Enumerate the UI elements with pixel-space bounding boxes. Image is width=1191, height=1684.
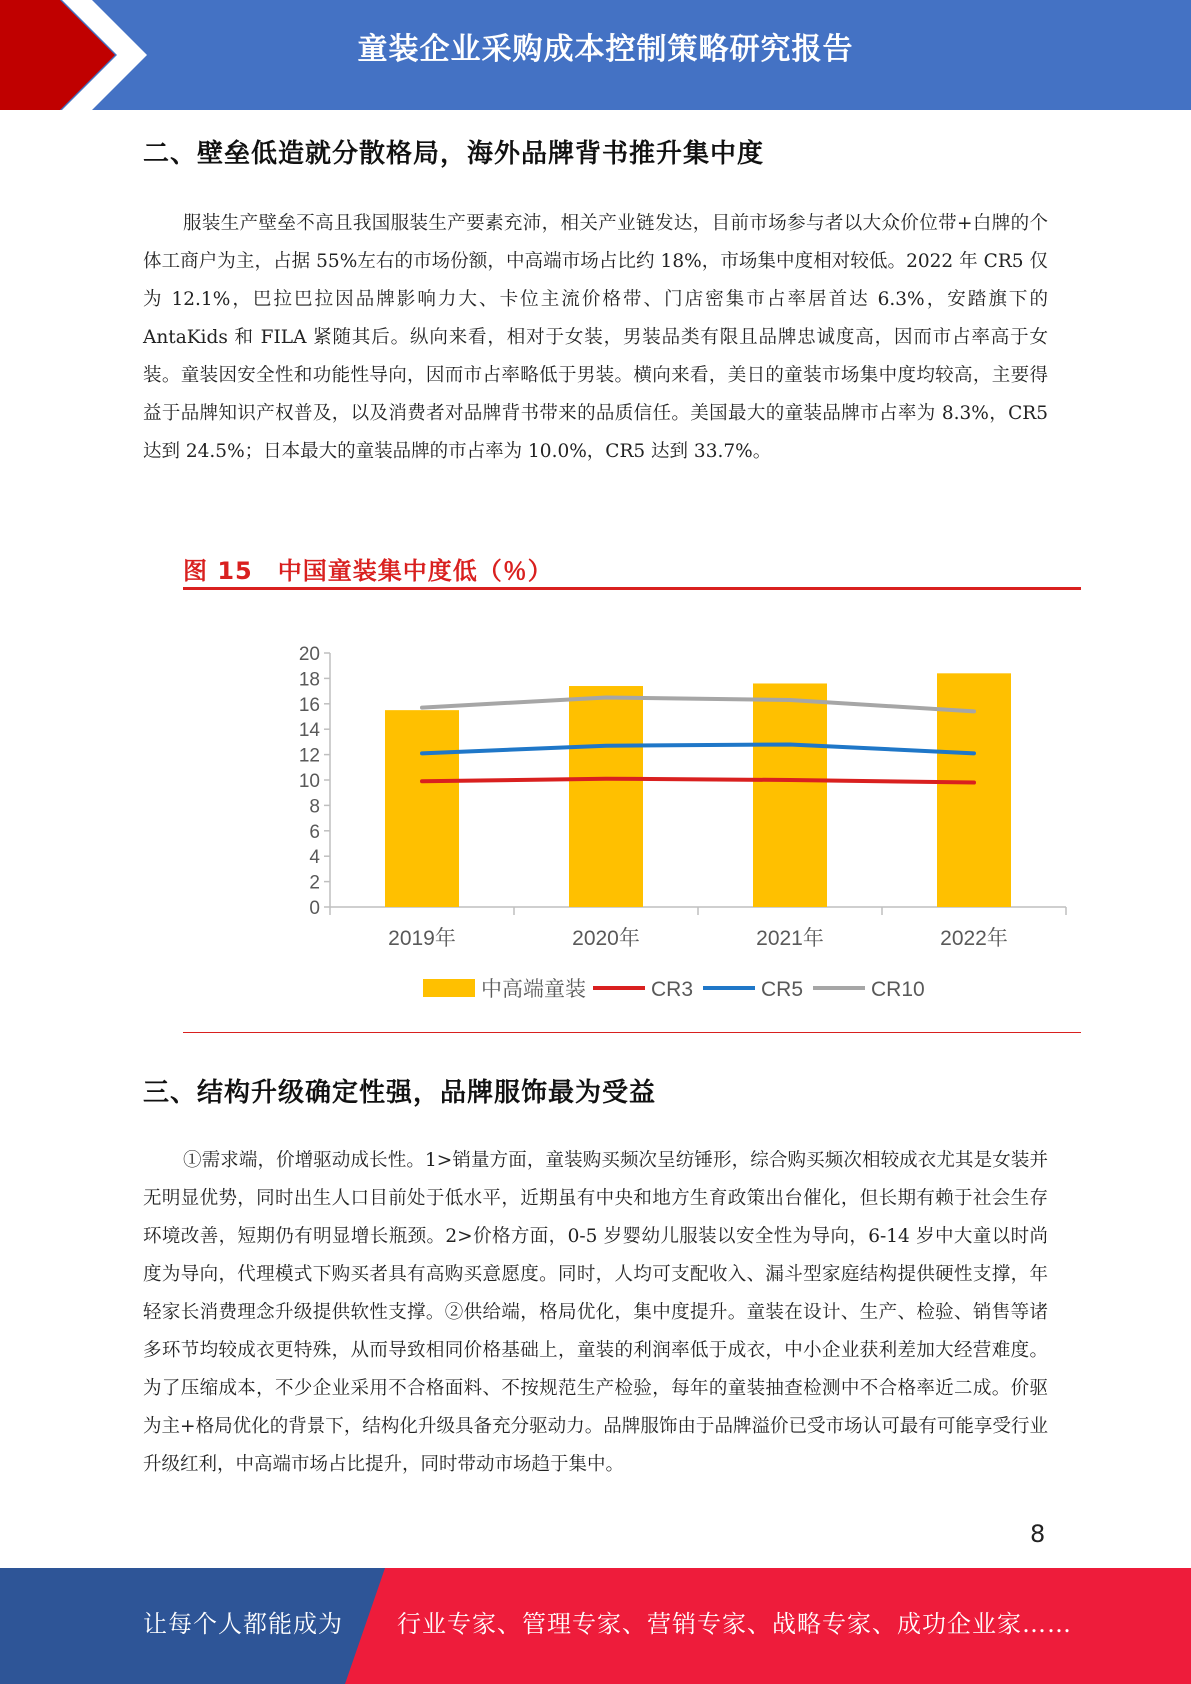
figure-top-rule	[183, 587, 1081, 590]
y-tick-label: 4	[309, 847, 320, 869]
page-header	[0, 0, 1191, 110]
x-tick-label: 2019年	[388, 927, 456, 950]
line-cr10	[422, 697, 974, 711]
section-2-paragraph: 服装生产壁垒不高且我国服装生产要素充沛，相关产业链发达，目前市场参与者以大众价位带+白牌的个体工商户为主，占据 55%左右的市场份额，中高端市场占比约 18%，市场集中度相对较低。2022 年 CR5 仅为 12.1%，巴拉巴拉因品牌影响力大、卡位主流价格带、门店密集市占率居首达 6.3%，安踏旗下的 AntaKids 和 FILA 紧随其后。纵向来看，相对于女装，男装品类有限且品牌忠诚度高，因而市占率高于女装。童装因安全性和功能性导向，因而市占率略低于男装。横向来看，美日的童装市场集中度均较高，主要得益于品牌知识产权普及，以及消费者对品牌背书带来的品质信任。美国最大的童装品牌市占率为 8.3%，CR5 达到 24.5%；日本最大的童装品牌的市占率为 10.0%，CR5 达到 33.7%。	[143, 213, 1048, 462]
legend-label: CR10	[871, 978, 925, 1001]
legend-label: 中高端童装	[481, 978, 586, 1001]
figure-title: 图 15 中国童装集中度低（％）	[183, 557, 553, 585]
y-tick-label: 16	[298, 694, 320, 716]
bar-mid-high-end	[569, 686, 643, 907]
section-3-paragraph: ①需求端，价增驱动成长性。1>销量方面，童装购买频次呈纺锤形，综合购买频次相较成衣尤其是女装并无明显优势，同时出生人口目前处于低水平，近期虽有中央和地方生育政策出台催化，但长期有赖于社会生存环境改善，短期仍有明显增长瓶颈。2>价格方面，0-5 岁婴幼儿服装以安全性为导向，6-14 岁中大童以时尚度为导向，代理模式下购买者具有高购买意愿度。同时，人均可支配收入、漏斗型家庭结构提供硬性支撑，年轻家长消费理念升级提供软性支撑。②供给端，格局优化，集中度提升。童装在设计、生产、检验、销售等诸多环节均较成衣更特殊，从而导致相同价格基础上，童装的利润率低于成衣，中小企业获利差加大经营难度。为了压缩成本，不少企业采用不合格面料、不按规范生产检验，每年的童装抽查检测中不合格率近二成。价驱为主+格局优化的背景下，结构化升级具备充分驱动力。品牌服饰由于品牌溢价已受市场认可最有可能享受行业升级红利，中高端市场占比提升，同时带动市场趋于集中。	[143, 1150, 1048, 1475]
x-tick-label: 2021年	[756, 927, 824, 950]
footer-slogan-right: 行业专家、管理专家、营销专家、战略专家、成功企业家……	[397, 1610, 1072, 1638]
line-cr3	[422, 779, 974, 783]
concentration-chart	[183, 595, 1081, 1025]
report-title: 童装企业采购成本控制策略研究报告	[357, 32, 854, 67]
x-tick-label: 2020年	[572, 927, 640, 950]
y-tick-label: 2	[309, 872, 320, 894]
legend-label: CR5	[761, 978, 804, 1001]
bar-mid-high-end	[753, 683, 827, 907]
y-tick-label: 14	[298, 720, 320, 742]
y-tick-label: 12	[298, 745, 320, 767]
bar-mid-high-end	[385, 710, 459, 907]
y-tick-label: 10	[298, 771, 320, 792]
section-heading-3: 三、结构升级确定性强，品牌服饰最为受益	[143, 1078, 657, 1108]
legend-swatch-bar	[423, 979, 475, 997]
page-footer	[0, 1568, 1191, 1684]
y-tick-label: 0	[309, 898, 320, 919]
figure-bottom-rule	[183, 1032, 1081, 1033]
y-tick-label: 18	[298, 669, 320, 691]
footer-slogan-left: 让每个人都能成为	[143, 1610, 343, 1638]
section-heading-2: 二、壁垒低造就分散格局，海外品牌背书推升集中度	[143, 139, 765, 169]
y-tick-label: 20	[298, 644, 320, 665]
page-number: 8	[1030, 1520, 1046, 1548]
y-tick-label: 6	[309, 821, 320, 843]
line-cr5	[422, 744, 974, 753]
x-tick-label: 2022年	[940, 927, 1008, 950]
y-tick-label: 8	[309, 796, 320, 818]
legend-label: CR3	[651, 978, 694, 1001]
